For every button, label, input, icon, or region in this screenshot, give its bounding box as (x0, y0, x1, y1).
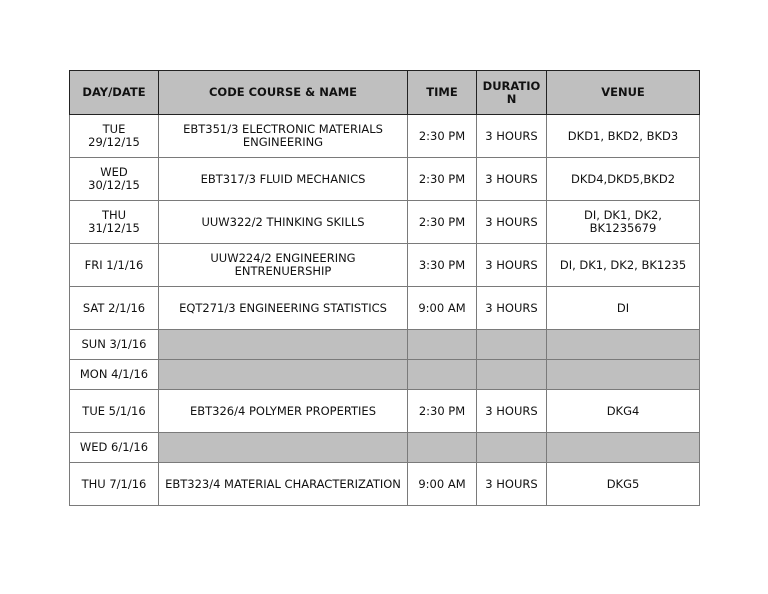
day-cell: SUN 3/1/16 (70, 330, 159, 360)
time-cell: 2:30 PM (408, 390, 477, 433)
venue-cell (547, 433, 700, 463)
table-row (70, 201, 700, 244)
duration-cell: 3 HOURS (477, 201, 547, 244)
time-cell: 2:30 PM (408, 158, 477, 201)
time-cell: 2:30 PM (408, 115, 477, 158)
table-row (70, 463, 700, 506)
time-cell (408, 360, 477, 390)
course-cell: EBT317/3 FLUID MECHANICS (159, 158, 408, 201)
day-cell: THU 31/12/15 (70, 201, 159, 244)
time-cell (408, 330, 477, 360)
time-cell: 3:30 PM (408, 244, 477, 287)
day-cell: FRI 1/1/16 (70, 244, 159, 287)
duration-cell: 3 HOURS (477, 244, 547, 287)
day-cell: WED 30/12/15 (70, 158, 159, 201)
duration-cell: 3 HOURS (477, 158, 547, 201)
time-cell (408, 433, 477, 463)
venue-cell: DKD1, BKD2, BKD3 (547, 115, 700, 158)
venue-cell (547, 360, 700, 390)
time-cell: 9:00 AM (408, 287, 477, 330)
course-cell: UUW224/2 ENGINEERING ENTRENUERSHIP (159, 244, 408, 287)
course-cell (159, 330, 408, 360)
course-cell: UUW322/2 THINKING SKILLS (159, 201, 408, 244)
duration-cell: 3 HOURS (477, 463, 547, 506)
day-cell: TUE 5/1/16 (70, 390, 159, 433)
duration-cell (477, 433, 547, 463)
time-cell: 2:30 PM (408, 201, 477, 244)
table-row (70, 433, 700, 463)
exam-schedule-table (69, 70, 700, 506)
course-cell: EBT323/4 MATERIAL CHARACTERIZATION (159, 463, 408, 506)
venue-cell: DKG4 (547, 390, 700, 433)
course-cell: EBT326/4 POLYMER PROPERTIES (159, 390, 408, 433)
duration-cell: 3 HOURS (477, 390, 547, 433)
course-cell: EBT351/3 ELECTRONIC MATERIALS ENGINEERING (159, 115, 408, 158)
table-row (70, 287, 700, 330)
day-cell: SAT 2/1/16 (70, 287, 159, 330)
table-row (70, 158, 700, 201)
header-course: CODE COURSE & NAME (159, 71, 408, 115)
duration-cell: 3 HOURS (477, 287, 547, 330)
day-cell: THU 7/1/16 (70, 463, 159, 506)
day-cell: TUE 29/12/15 (70, 115, 159, 158)
venue-cell (547, 330, 700, 360)
header-duration: DURATIO N (477, 71, 547, 115)
table-row (70, 244, 700, 287)
duration-cell (477, 330, 547, 360)
venue-cell: DI (547, 287, 700, 330)
duration-cell: 3 HOURS (477, 115, 547, 158)
venue-cell: DKD4,DKD5,BKD2 (547, 158, 700, 201)
course-cell (159, 360, 408, 390)
header-day-date: DAY/DATE (70, 71, 159, 115)
table-row (70, 115, 700, 158)
venue-cell: DI, DK1, DK2, BK1235679 (547, 201, 700, 244)
table-header-row (70, 71, 700, 115)
header-venue: VENUE (547, 71, 700, 115)
venue-cell: DKG5 (547, 463, 700, 506)
duration-cell (477, 360, 547, 390)
time-cell: 9:00 AM (408, 463, 477, 506)
table-row (70, 330, 700, 360)
course-cell (159, 433, 408, 463)
day-cell: WED 6/1/16 (70, 433, 159, 463)
table-row (70, 390, 700, 433)
venue-cell: DI, DK1, DK2, BK1235 (547, 244, 700, 287)
header-time: TIME (408, 71, 477, 115)
course-cell: EQT271/3 ENGINEERING STATISTICS (159, 287, 408, 330)
table-row (70, 360, 700, 390)
day-cell: MON 4/1/16 (70, 360, 159, 390)
